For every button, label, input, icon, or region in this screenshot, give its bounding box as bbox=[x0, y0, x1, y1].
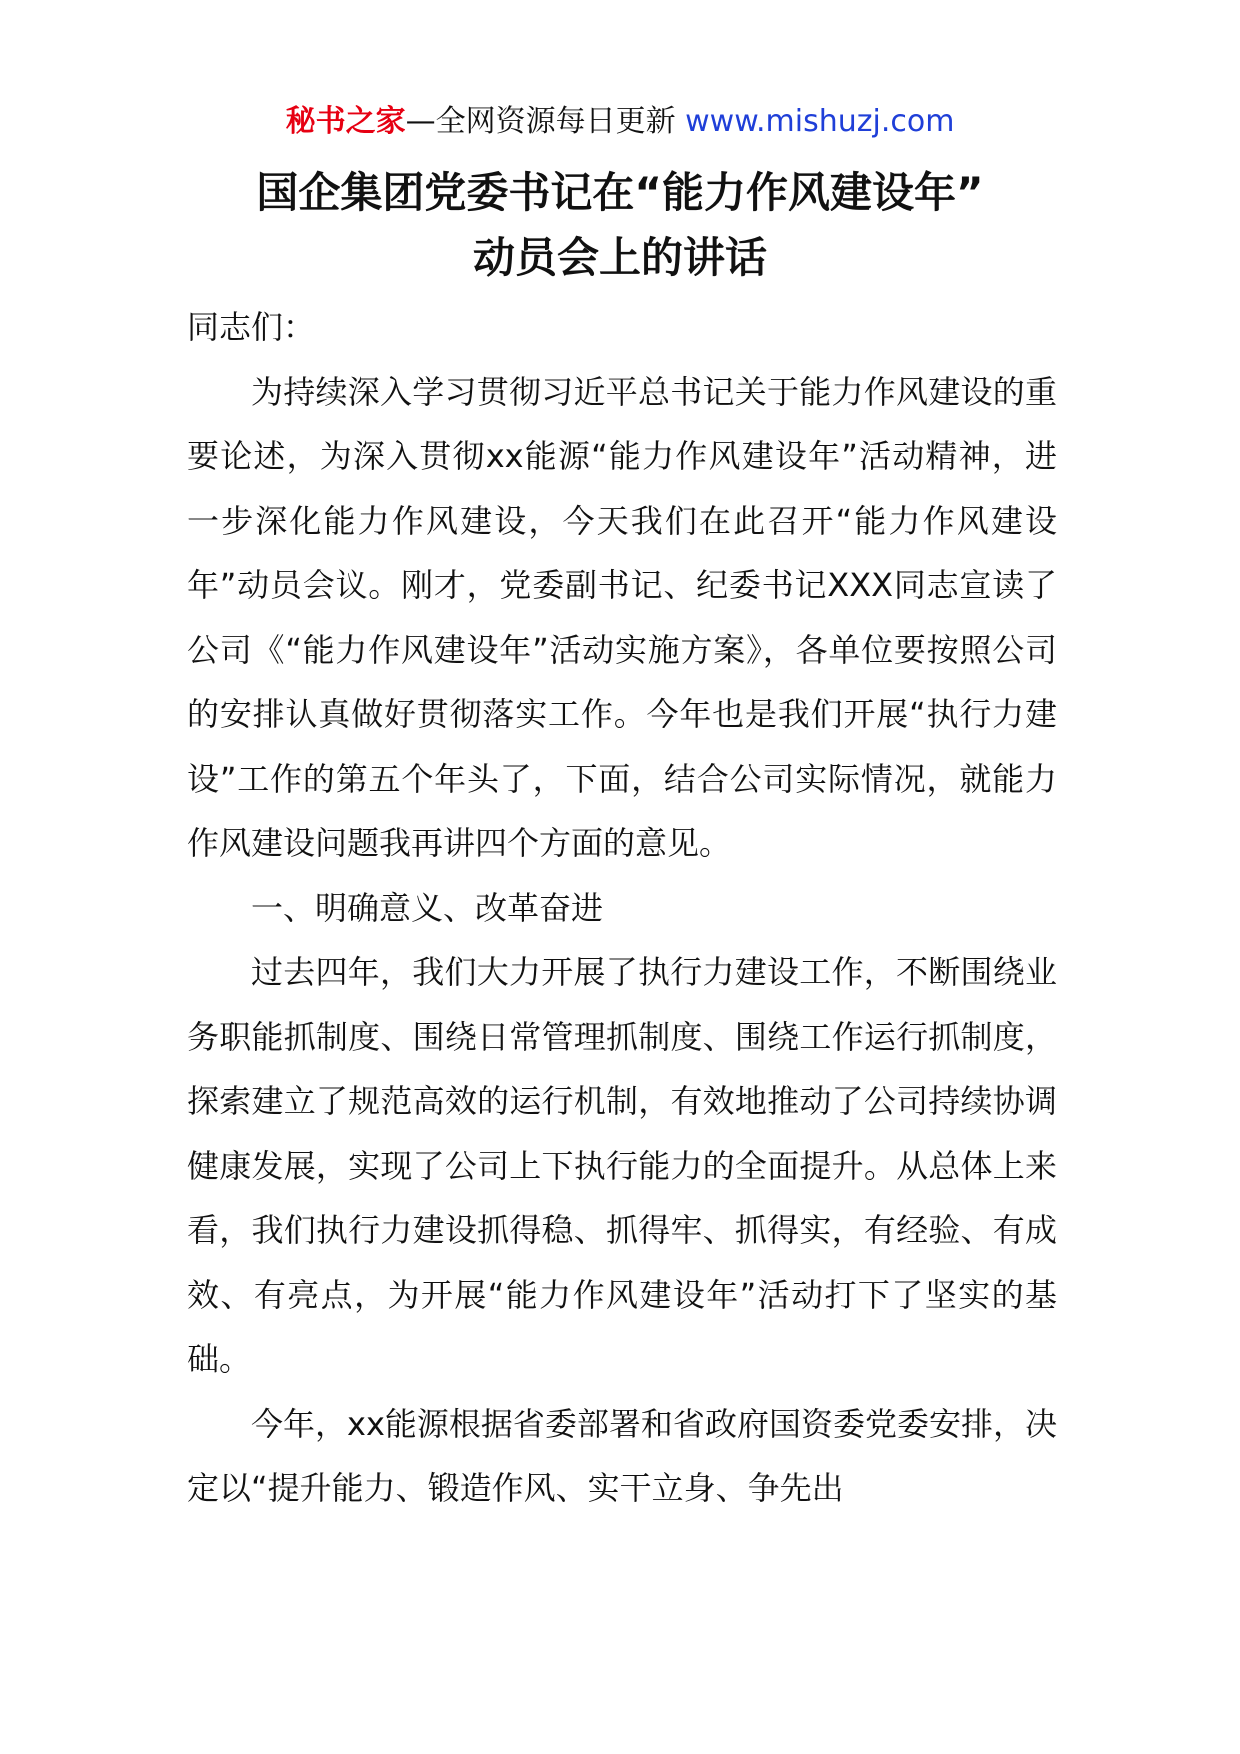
body-paragraph-1: 为持续深入学习贯彻习近平总书记关于能力作风建设的重要论述，为深入贯彻xx能源“能力作风建设年”活动精神，进一步深化能力作风建设，今天我们在此召开“能力作风建设年”动员会议。刚才，党委副书记、纪委书记XXX同志宣读了公司《“能力作风建设年”活动实施方案》，各单位要按照公司的安排认真做好贯彻落实工作。今年也是我们开展“执行力建设”工作的第五个年头了，下面，结合公司实际情况，就能力作风建设问题我再讲四个方面的意见。 bbox=[187, 372, 1057, 862]
site-url-link[interactable]: www.mishuzj.com bbox=[685, 104, 955, 139]
salutation: 同志们： bbox=[187, 308, 316, 346]
header-slogan: —全网资源每日更新 bbox=[405, 104, 676, 139]
document-title-line-2: 动员会上的讲话 bbox=[472, 233, 767, 282]
document-body bbox=[187, 295, 1057, 1521]
brand-name: 秘书之家 bbox=[285, 104, 406, 139]
document-title-line-1: 国企集团党委书记在“能力作风建设年” bbox=[256, 168, 984, 217]
body-paragraph-3: 今年，xx能源根据省委部署和省政府国资委党委安排，决定以“提升能力、锻造作风、实干立身、争先出 bbox=[187, 1404, 1057, 1507]
section-heading-1: 一、明确意义、改革奋进 bbox=[251, 888, 604, 927]
body-paragraph-2: 过去四年，我们大力开展了执行力建设工作，不断围绕业务职能抓制度、围绕日常管理抓制度、围绕工作运行抓制度，探索建立了规范高效的运行机制，有效地推动了公司持续协调健康发展，实现了公司上下执行能力的全面提升。从总体上来看，我们执行力建设抓得稳、抓得牢、抓得实，有经验、有成效、有亮点，为开展“能力作风建设年”活动打下了坚实的基础。 bbox=[187, 953, 1057, 1378]
site-header bbox=[0, 100, 1240, 144]
